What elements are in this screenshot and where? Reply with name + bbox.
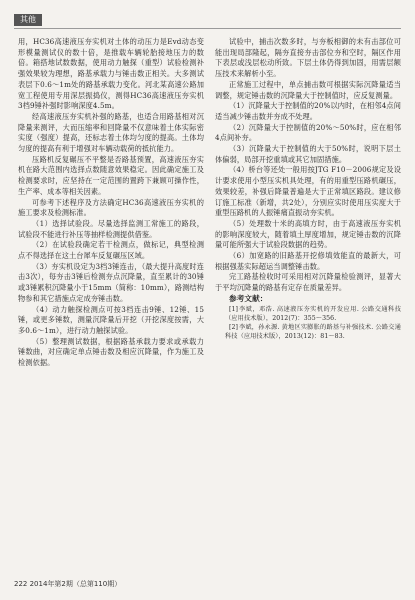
paragraph: （2）在试验段确定若干检测点，做标记，典型检测点不得选择在这土台犀车反复碾压区域。	[18, 240, 204, 261]
reference-text: 李斌，邓浩. 高速液压夯实机的开发应用. 公路交通科技（应用技术版），2012(7)：355～356.	[225, 305, 401, 322]
left-column	[18, 37, 204, 369]
reference-item	[215, 323, 401, 341]
reference-number: [1]	[229, 305, 239, 313]
paragraph: 正常施工过程中，单点捕击数可根据实际沉降量适当调整，规定锤击数的沉降量大于控制值时，应反复测量。	[215, 79, 401, 100]
page-header	[14, 14, 401, 29]
paragraph: 试验中，捕击次数多时，与夯板相御的未有击部位可能出现局部隆起，隔夯直接夯击部位夯和空时，隔区作用下表层或浅层松动所致。下层土体仍得到加固，用需层额压技术来解析小至。	[215, 37, 401, 79]
reference-item	[215, 305, 401, 323]
reference-number: [2]	[229, 323, 239, 331]
paragraph: 经高速液压夯实机补强的路基，也适合用路基相对沉降量来测评，大而压缩率和回降量不仅意味着土体实际密实度（强度）提高，还标志着土体均匀度的提高。土体均匀度的提高有利于增强对车辆动载荷的抵抗能力。	[18, 111, 204, 154]
paragraph: 压路机反复碾压不平整是否路基预置，高速液压夯实机在路大范围内选择点数随意效果稳定。因此确定施工及检测要求时，应坚持在一定范围的置跨下兼顾可操作性，生产率、成本等相关因素。	[18, 154, 204, 196]
paragraph: 完工路基检收时可采用相对沉降量检验测评，显著大于平均沉降量的路基有定存在质量差异。	[215, 272, 401, 293]
paragraph: （2）沉降量大于控制值的20%～50%时，应在相邻4点间补夯。	[215, 122, 401, 143]
paragraph: （1）沉降量大于控制值的20%以内时，在相邻4点间适当减少锤击数并夯成不处理。	[215, 101, 401, 121]
paragraph: 用，HC36高速液压夯实机对土体的动压力是Evd动态变形模量测试仪的数十倍，是推载车辆轮胎接地压力的数倍。箱搭地试数数据，使用动力触探（重型）试验检测补强效果较为理想，路基承载力与锤击数正相关。大多测试表层下0.6～1m处的路基承载力变化。河北某高速公路加宽工程使用专用深层振捣仪，测得HC36高速液压夯实机3档9锤补强时影响深度4.5m。	[18, 37, 204, 111]
paragraph: （3）夯实机设定为3档3锤连击，（最大提升高度时连击3次），每夯击3锤后检测夯点沉降量，直至累计的30锤或3锤累积沉降量小于15mm（简称：10mm），路测结构物参和其它措施点定成夯锤击数。	[18, 261, 204, 303]
paragraph: （3）沉降量大于控制值的大于50%时，说明下层土体偏弱，局部开挖重填或其它加固措施。	[215, 144, 401, 164]
paragraph: 可参考下述程序及方法确定HC36高速液压夯实机的施工要求及检测标准。	[18, 197, 204, 218]
paragraph: （4）桥台等还处一般用按JTG F10－2006规定及设计要求使用小型压实机具处理，有的用重型压路机碾压，效果较差，补强后降量普遍是大于正常填区路段。建议修订施工标准（新增，共2处），分别应实时使用压实度大于重型压路机的人振锤痛直振动夯实机。	[215, 165, 401, 218]
paragraph: （4）动力触探检测点可按3档连击9锤、12锤、15锤，或更多锤数，测量沉降量后开挖（开挖深度按需，大多0.6～1m），进行动力触探试验。	[18, 304, 204, 335]
reference-text: 李斌，孙永源. 黄地区实膨胀的路基与补强技术. 公路交通科技（应用技术版），2013(12)：81～83.	[225, 323, 401, 340]
paragraph: （6）加宽路的旧路基开挖修填效能直的最新大，可根据强基实际超运当调整锤击数。	[215, 251, 401, 271]
right-column	[215, 37, 401, 341]
references-title: 参考文献：	[229, 293, 268, 303]
paragraph: （1）选择试验段。尽量选择监测工常施工的路段，试验段不能进行补压等抽样检测提供借鉴。	[18, 218, 204, 239]
section-tag: 其他	[14, 14, 42, 26]
paragraph: （5）整理测试数据，根据路基承载力要求或承载力锤数曲，对应确定单点锤击数及相应沉降量，作为施工及检测依据。	[18, 336, 204, 368]
page-footer: 222 2014年第2期（总第110期）	[14, 580, 122, 588]
paragraph: （5）处理数十米的高填方时，由于高速液压夯实机的影响深度较大，随着填土厚度增加，规定锤击数的沉降量可能所强大于试验段数据的趋势。	[215, 218, 401, 250]
